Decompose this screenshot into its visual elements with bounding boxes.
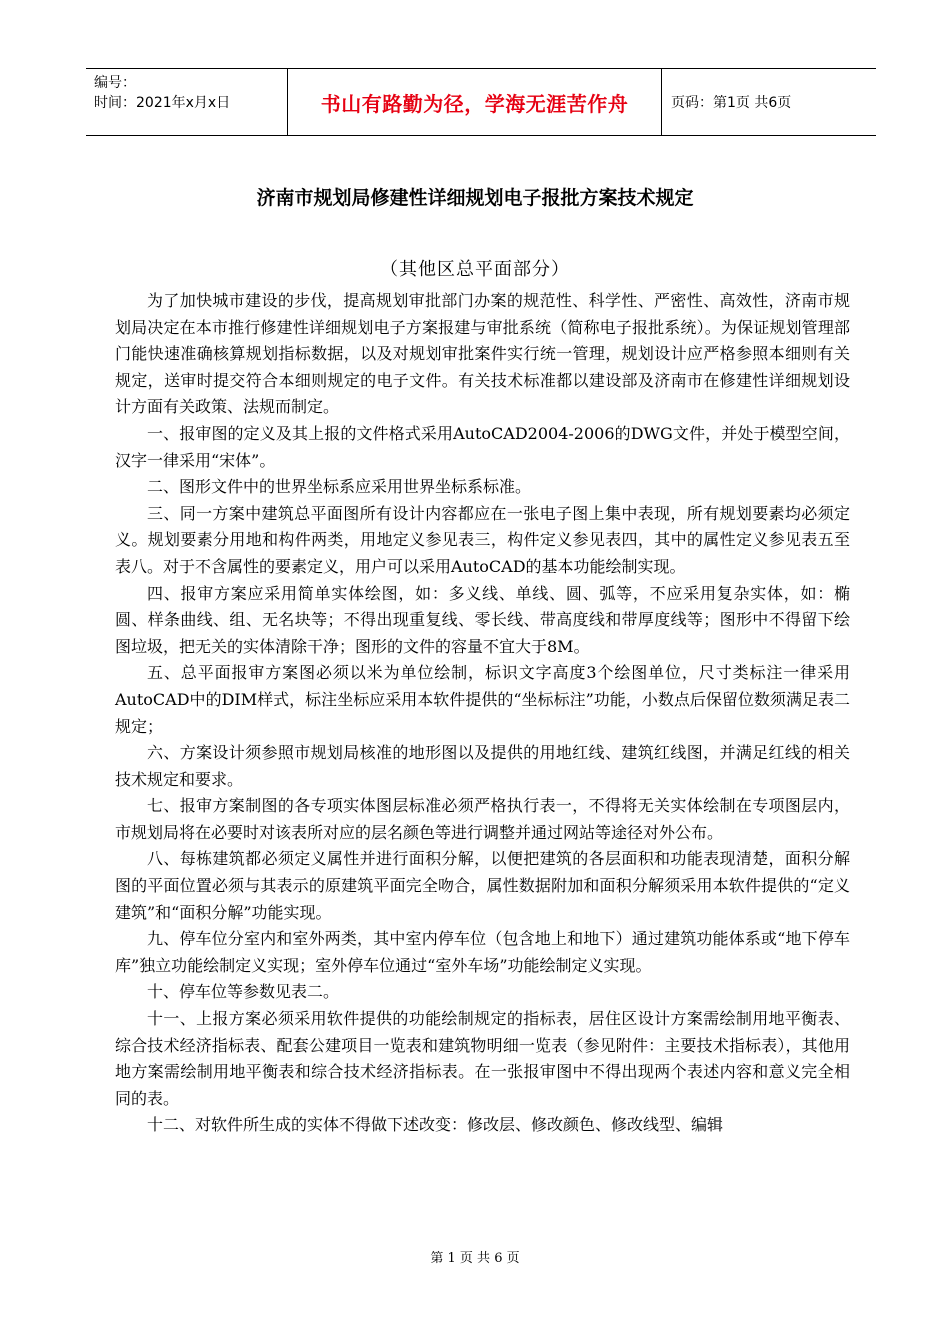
document-body xyxy=(115,288,850,1139)
paragraph: 十二、对软件所生成的实体不得做下述改变：修改层、修改颜色、修改线型、编辑 xyxy=(147,1115,724,1135)
paragraph: 十一、上报方案必须采用软件提供的功能绘制规定的指标表，居住区设计方案需绘制用地平衡表、综合技术经济指标表、配套公建项目一览表和建筑物明细一览表（参见附件：主要技术指标表），其他用地方案需绘制用地平衡表和综合技术经济指标表。在一张报审图中不得出现两个表述内容和意义完全相同的表。 xyxy=(115,1009,850,1108)
paragraph: 十、停车位等参数见表二。 xyxy=(147,982,340,1002)
paragraph: 八、每栋建筑都必须定义属性并进行面积分解，以便把建筑的各层面积和功能表现清楚，面积分解图的平面位置必须与其表示的原建筑平面完全吻合，属性数据附加和面积分解须采用本软件提供的“定义建筑”和“面积分解”功能实现。 xyxy=(115,849,850,922)
paragraph: 五、总平面报审方案图必须以米为单位绘制，标识文字高度3个绘图单位，尺寸类标注一律采用AutoCAD中的DIM样式，标注坐标应采用本软件提供的“坐标标注”功能，小数点后保留位数须满足表二规定； xyxy=(115,663,850,736)
paragraph: 为了加快城市建设的步伐，提高规划审批部门办案的规范性、科学性、严密性、高效性，济南市规划局决定在本市推行修建性详细规划电子方案报建与审批系统（简称电子报批系统）。为保证规划管理部门能快速准确核算规划指标数据，以及对规划审批案件实行统一管理，规划设计应严格参照本细则有关规定，送审时提交符合本细则规定的电子文件。有关技术标准都以建设部及济南市在修建性详细规划设计方面有关政策、法规而制定。 xyxy=(115,291,850,417)
paragraph: 一、报审图的定义及其上报的文件格式采用AutoCAD2004-2006的DWG文件，并处于模型空间，汉字一律采用“宋体”。 xyxy=(115,423,850,470)
paragraph: 九、停车位分室内和室外两类，其中室内停车位（包含地上和地下）通过建筑功能体系或“地下停车库”独立功能绘制定义实现；室外停车位通过“室外车场”功能绘制定义实现。 xyxy=(115,929,850,975)
number-label: 编号： xyxy=(94,75,136,91)
paragraph: 六、方案设计须参照市规划局核准的地形图以及提供的用地红线、建筑红线图，并满足红线的相关技术规定和要求。 xyxy=(115,743,850,789)
page-footer: 第 1 页 共 6 页 xyxy=(430,1251,520,1266)
header-meta xyxy=(86,69,286,135)
paragraph: 七、报审方案制图的各专项实体图层标准必须严格执行表一，不得将无关实体绘制在专项图层内，市规划局将在必要时对该表所对应的层名颜色等进行调整并通过网站等途径对外公布。 xyxy=(115,796,850,842)
document-subtitle: （其他区总平面部分） xyxy=(380,259,570,280)
header-page-info: 页码：第1页 共6页 xyxy=(671,95,792,111)
document-title: 济南市规划局修建性详细规划电子报批方案技术规定 xyxy=(256,187,694,209)
time-label: 时间：2021年x月x日 xyxy=(94,95,231,111)
page-header xyxy=(86,68,876,136)
paragraph: 二、图形文件中的世界坐标系应采用世界坐标系标准。 xyxy=(147,477,532,497)
paragraph: 四、报审方案应采用简单实体绘图，如：多义线、单线、圆、弧等，不应采用复杂实体，如：椭圆、样条曲线、组、无名块等；不得出现重复线、零长线、带高度线和带厚度线等；图形中不得留下绘图垃圾，把无关的实体清除干净；图形的文件的容量不宜大于8M。 xyxy=(115,583,850,656)
paragraph: 三、同一方案中建筑总平面图所有设计内容都应在一张电子图上集中表现，所有规划要素均必须定义。规划要素分用地和构件两类，用地定义参见表三，构件定义参见表四，其中的属性定义参见表五至表八。对于不含属性的要素定义，用户可以采用AutoCAD的基本功能绘制实现。 xyxy=(115,503,850,576)
header-motto: 书山有路勤为径，学海无涯苦作舟 xyxy=(287,69,662,135)
